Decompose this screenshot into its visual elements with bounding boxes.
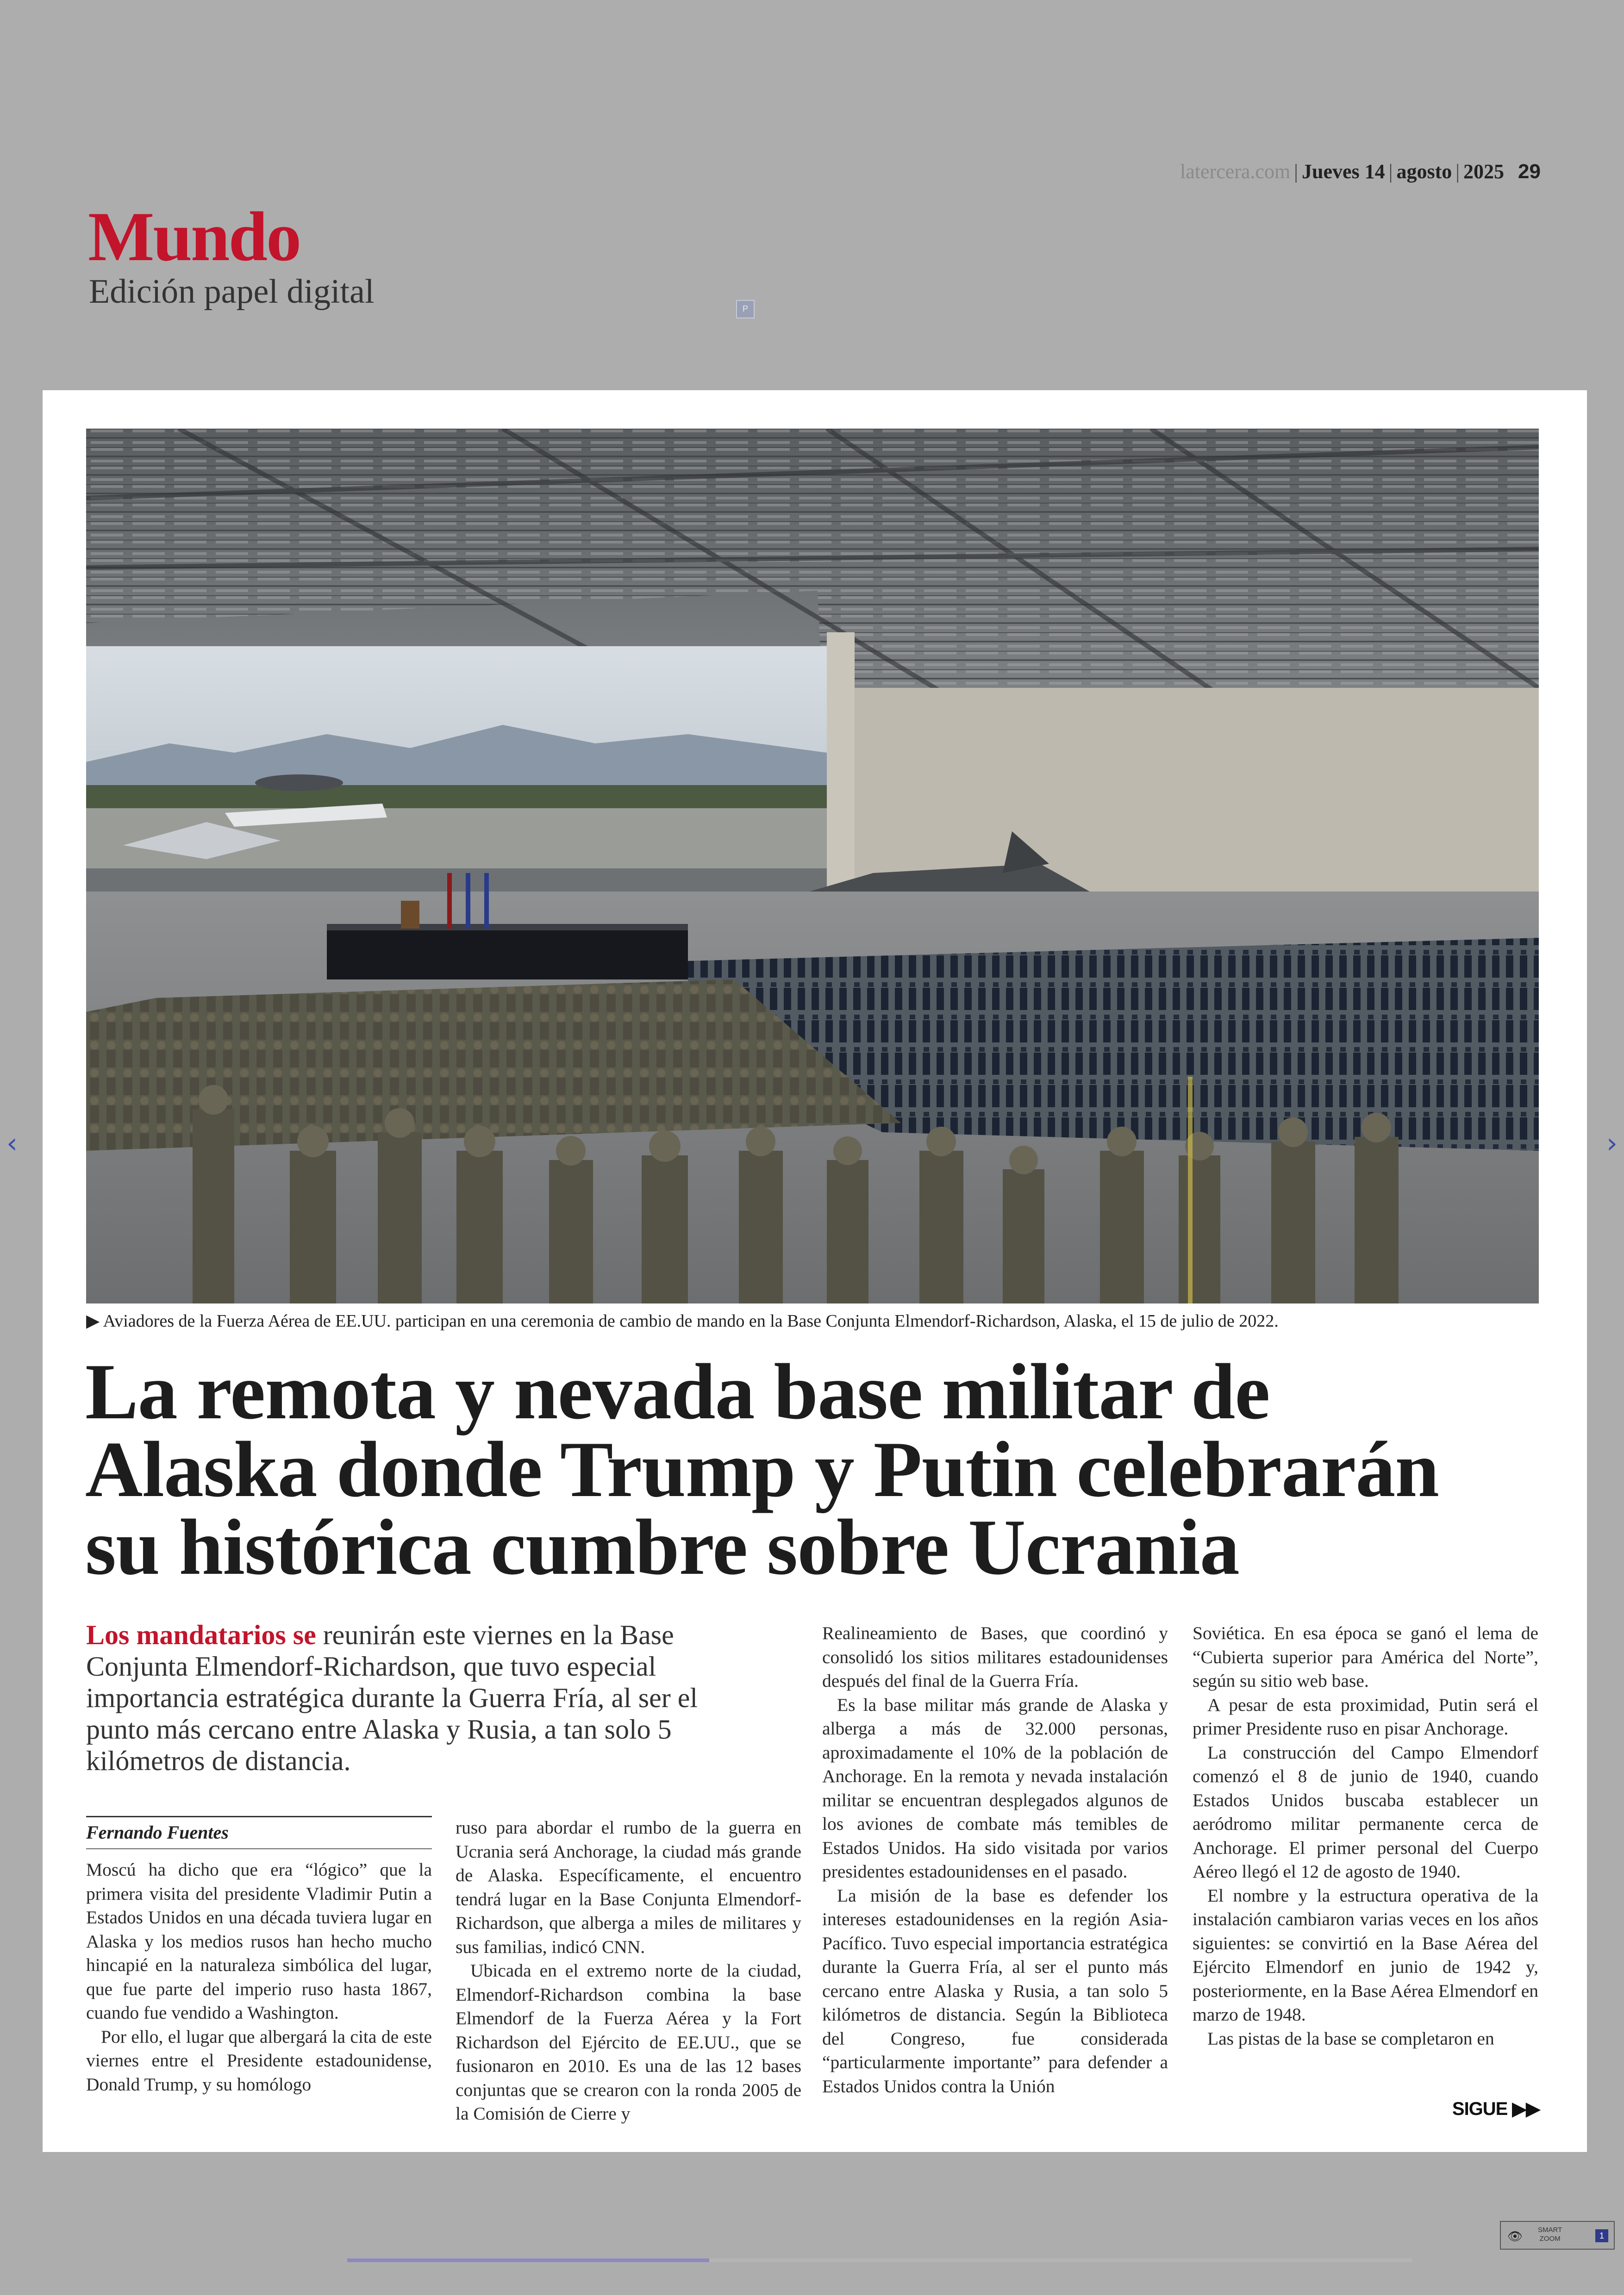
paragraph: Moscú ha dicho que era “lógico” que la primera visita del presidente Vladimir Putin a Estados Unidos en una década tuviera lugar en Alaska y los medios rusos han hecho mucho hincapié en la naturaleza simbólica del lugar, que fue parte del imperio ruso hasta 1867, cuando fue vendido a Washington.: [86, 1859, 432, 2023]
author-divider: [86, 1816, 432, 1817]
issue-day: Jueves 14: [1301, 160, 1385, 183]
article-headline: [85, 1348, 1567, 1591]
page-number: 29: [1518, 160, 1541, 183]
headline-line: Alaska donde Trump y Putin celebrarán: [85, 1426, 1439, 1514]
paragraph: Las pistas de la base se completaron en: [1207, 2028, 1494, 2049]
article-photo: [86, 429, 1539, 1303]
article-column-4: [1193, 1621, 1538, 2051]
article-column-1: [86, 1858, 432, 2096]
smart-zoom-button[interactable]: [1500, 2221, 1615, 2250]
paragraph: Soviética. En esa época se ganó el lema de “Cubierta superior para América del Norte”, según su sitio web base.: [1193, 1623, 1538, 1691]
site-name: latercera.com: [1180, 160, 1291, 183]
paragraph: La construcción del Campo Elmendorf comenzó el 8 de junio de 1940, cuando Estados Unidos buscaba establecer un aeródromo militar permanente cerca de Anchorage. El primer personal del Cuerpo Aéreo llegó el 12 de agosto de 1940.: [1193, 1742, 1538, 1882]
issue-month: agosto: [1396, 160, 1452, 183]
smart-zoom-label: SMART ZOOM: [1538, 2226, 1562, 2243]
issue-year: 2025: [1463, 160, 1505, 183]
photo-caption: ▶ Aviadores de la Fuerza Aérea de EE.UU. participan en una ceremonia de cambio de mando en la Base Conjunta Elmendorf-Richardson, Alaska, el 15 de julio de 2022.: [86, 1311, 1279, 1331]
paragraph: La misión de la base es defender los intereses estadounidenses en la región Asia-Pacífico. Tuvo especial importancia estratégica durante la Guerra Fría, al ser el punto más cercano entre Alaska y Rusia, a tan solo 5 kilómetros de distancia. Según la Biblioteca del Congreso, fue considerada “particularmente importante” para defender a Estados Unidos contra la Unión: [822, 1885, 1168, 2096]
newspaper-page: [43, 390, 1587, 2152]
masthead-meta: latercera.com | Jueves 14 | agosto | 2025 29: [1180, 160, 1541, 183]
paragraph: Es la base militar más grande de Alaska y alberga a más de 32.000 personas, aproximadamente el 10% de la población de Anchorage. En la remota y nevada instalación militar se encuentran desplegados algunos de los aviones de combate más temibles de Estados Unidos. Ha sido visitada por varios presidentes estadounidenses en el pasado.: [822, 1694, 1168, 1882]
headline-line: su histórica cumbre sobre Ucrania: [85, 1503, 1239, 1591]
previous-page-icon[interactable]: ‹: [6, 1127, 18, 1160]
paragraph: Realineamiento de Bases, que coordinó y consolidó los sitios militares estadounidenses después del final de la Guerra Fría.: [822, 1623, 1168, 1691]
article-column-3: [822, 1621, 1168, 2098]
paragraph: El nombre y la estructura operativa de la instalación cambiaron varias veces en los años siguientes: se convirtió en la Base Aérea del Ejército Elmendorf en junio de 1942 y, posteriormente, en la Base Aérea Elmendorf en marzo de 1948.: [1193, 1885, 1538, 2025]
page-progress-fill: [347, 2258, 709, 2262]
section-title: Mundo: [88, 198, 300, 275]
eye-icon: 👁: [1507, 2229, 1523, 2243]
headline-line: La remota y nevada base militar de: [85, 1348, 1270, 1436]
next-page-icon[interactable]: ›: [1606, 1127, 1618, 1160]
author-byline: Fernando Fuentes: [86, 1822, 229, 1843]
smart-zoom-count: 1: [1595, 2229, 1608, 2242]
article-column-2: [456, 1816, 801, 2126]
paragraph: A pesar de esta proximidad, Putin será el primer Presidente ruso en pisar Anchorage.: [1193, 1694, 1538, 1739]
lead-text: reunirán este viernes en la Base Conjunta Elmendorf-Richardson, que tuvo especial importancia estratégica durante la Guerra Fría, al ser el punto más cercano entre Alaska y Rusia, a tan solo 5 kilómetros de distancia.: [86, 1620, 698, 1776]
edition-subtitle: Edición papel digital: [89, 273, 375, 311]
continue-link[interactable]: SIGUE ▶▶: [1452, 2099, 1540, 2119]
page-marker-icon[interactable]: P: [736, 300, 755, 318]
article-lead: [86, 1619, 753, 1777]
paragraph: Por ello, el lugar que albergará la cita de este viernes entre el Presidente estadounidense, Donald Trump, y su homólogo: [86, 2026, 432, 2095]
page-progress-bar[interactable]: [347, 2258, 1412, 2262]
paragraph: Ubicada en el extremo norte de la ciudad, Elmendorf-Richardson combina la base Elmendorf de la Fuerza Aérea y la Fort Richardson del Ejército de EE.UU., que se fusionaron en 2010. Es una de las 12 bases conjuntas que se crearon con la ronda 2005 de la Comisión de Cierre y: [456, 1960, 801, 2124]
lead-highlight: Los mandatarios se: [86, 1620, 316, 1650]
paragraph: ruso para abordar el rumbo de la guerra en Ucrania será Anchorage, la ciudad más grande de Alaska. Específicamente, el encuentro tendrá lugar en la Base Conjunta Elmendorf-Richardson, que alberga a miles de militares y sus familias, indicó CNN.: [456, 1817, 801, 1957]
author-divider-bottom: [86, 1848, 432, 1849]
